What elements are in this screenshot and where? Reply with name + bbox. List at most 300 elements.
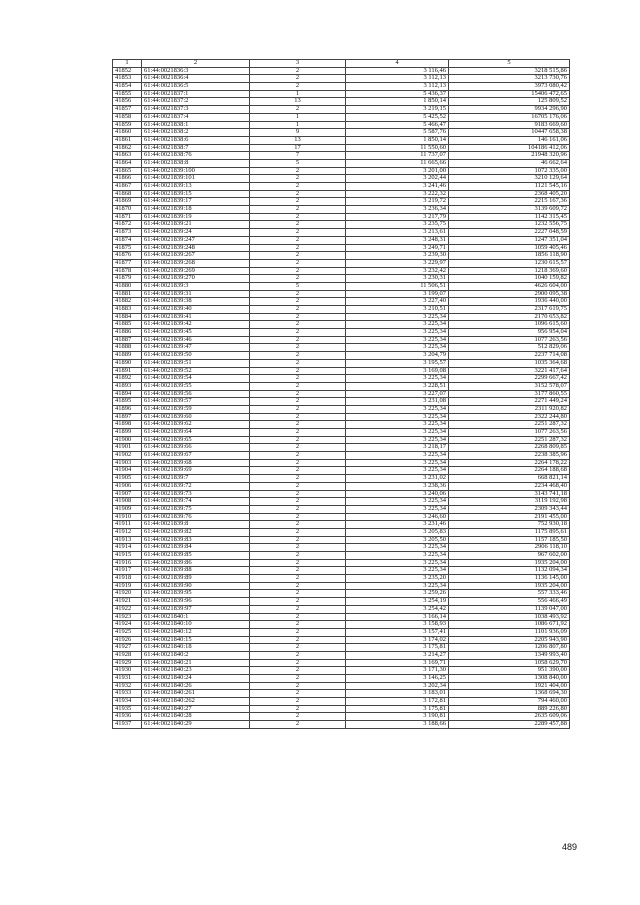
table-cell: 15406 472,65 — [449, 90, 570, 98]
table-cell: 41880 — [113, 282, 142, 290]
table-cell: 1856 118,90 — [449, 252, 570, 260]
table-cell: 61:44:0021839:100 — [142, 167, 250, 175]
table-body — [113, 67, 570, 728]
table-row — [113, 705, 570, 713]
table-cell: 3 157,41 — [346, 628, 449, 636]
table-cell: 2 — [250, 475, 346, 483]
table-cell: 61:44:0021836:4 — [142, 75, 250, 83]
table-cell: 61:44:0021839:54 — [142, 375, 250, 383]
table-cell: 2 — [250, 229, 346, 237]
table-cell: 61:44:0021839:269 — [142, 267, 250, 275]
table-row — [113, 382, 570, 390]
table-cell: 61:44:0021839:86 — [142, 559, 250, 567]
table-cell: 61:44:0021839:248 — [142, 244, 250, 252]
table-cell: 3 225,34 — [346, 329, 449, 337]
table-cell: 3 175,81 — [346, 644, 449, 652]
table-cell: 61:44:0021836:3 — [142, 67, 250, 75]
table-cell: 2264 188,68 — [449, 467, 570, 475]
table-cell: 2215 167,36 — [449, 198, 570, 206]
table-cell: 41888 — [113, 344, 142, 352]
table-row — [113, 221, 570, 229]
table-cell: 41934 — [113, 698, 142, 706]
data-table — [112, 59, 570, 729]
table-cell: 2 — [250, 206, 346, 214]
table-cell: 1096 615,60 — [449, 321, 570, 329]
table-row — [113, 159, 570, 167]
table-cell: 61:44:0021839:46 — [142, 336, 250, 344]
table-cell: 13 — [250, 98, 346, 106]
table-cell: 2 — [250, 675, 346, 683]
table-row — [113, 259, 570, 267]
table-cell: 1059 405,46 — [449, 244, 570, 252]
table-row — [113, 344, 570, 352]
table-cell: 3 225,34 — [346, 559, 449, 567]
table-row — [113, 359, 570, 367]
header-row — [113, 60, 570, 68]
table-cell: 3 225,34 — [346, 429, 449, 437]
table-cell: 61:44:0021839:18 — [142, 206, 250, 214]
table-row — [113, 229, 570, 237]
table-cell: 3 225,34 — [346, 582, 449, 590]
table-cell: 2227 048,59 — [449, 229, 570, 237]
table-cell: 3 222,32 — [346, 190, 449, 198]
table-row — [113, 721, 570, 729]
table-row — [113, 667, 570, 675]
table-cell: 41935 — [113, 705, 142, 713]
table-row — [113, 190, 570, 198]
table-cell: 9183 669,60 — [449, 121, 570, 129]
table-cell: 1308 840,00 — [449, 675, 570, 683]
table-cell: 3 246,60 — [346, 513, 449, 521]
table-row — [113, 651, 570, 659]
table-cell: 2 — [250, 190, 346, 198]
table-row — [113, 275, 570, 283]
table-cell: 3 169,71 — [346, 659, 449, 667]
table-cell: 3 183,01 — [346, 690, 449, 698]
table-cell: 3 190,81 — [346, 713, 449, 721]
table-cell: 41877 — [113, 259, 142, 267]
table-cell: 41861 — [113, 136, 142, 144]
table-cell: 61:44:0021839:38 — [142, 298, 250, 306]
table-cell: 41904 — [113, 467, 142, 475]
table-cell: 61:44:0021839:65 — [142, 436, 250, 444]
table-cell: 556 466,49 — [449, 598, 570, 606]
table-cell: 61:44:0021839:74 — [142, 498, 250, 506]
table-cell: 2 — [250, 552, 346, 560]
table-cell: 2234 468,40 — [449, 482, 570, 490]
table-cell: 1 — [250, 113, 346, 121]
table-cell: 3 166,14 — [346, 613, 449, 621]
table-cell: 3 199,07 — [346, 290, 449, 298]
table-cell: 2 — [250, 528, 346, 536]
table-cell: 2 — [250, 290, 346, 298]
table-cell: 61:44:0021840:10 — [142, 621, 250, 629]
table-cell: 41907 — [113, 490, 142, 498]
table-cell: 61:44:0021838:76 — [142, 152, 250, 160]
table-cell: 2 — [250, 490, 346, 498]
table-cell: 2 — [250, 682, 346, 690]
table-cell: 3 174,02 — [346, 636, 449, 644]
table-cell: 3 241,46 — [346, 183, 449, 191]
table-cell: 1921 404,00 — [449, 682, 570, 690]
table-cell: 41899 — [113, 429, 142, 437]
table-cell: 2 — [250, 482, 346, 490]
table-cell: 41922 — [113, 605, 142, 613]
table-row — [113, 144, 570, 152]
table-cell: 794 460,00 — [449, 698, 570, 706]
table-cell: 3 231,08 — [346, 398, 449, 406]
table-cell: 2 — [250, 313, 346, 321]
table-cell: 2 — [250, 621, 346, 629]
table-row — [113, 67, 570, 75]
page-number: 489 — [562, 842, 578, 852]
table-cell: 61:44:0021839:41 — [142, 313, 250, 321]
table-cell: 3 248,31 — [346, 236, 449, 244]
table-cell: 1935 204,00 — [449, 559, 570, 567]
table-cell: 2 — [250, 498, 346, 506]
table-cell: 2 — [250, 452, 346, 460]
table-cell: 41927 — [113, 644, 142, 652]
table-row — [113, 505, 570, 513]
table-cell: 61:44:0021839:247 — [142, 236, 250, 244]
table-cell: 3 219,72 — [346, 198, 449, 206]
table-cell: 61:44:0021840:1 — [142, 613, 250, 621]
table-cell: 2322 244,80 — [449, 413, 570, 421]
table-cell: 41898 — [113, 421, 142, 429]
table-cell: 1035 364,68 — [449, 359, 570, 367]
table-cell: 61:44:0021839:89 — [142, 575, 250, 583]
table-cell: 3 204,79 — [346, 352, 449, 360]
table-row — [113, 513, 570, 521]
table-cell: 61:44:0021839:268 — [142, 259, 250, 267]
table-cell: 2 — [250, 167, 346, 175]
table-cell: 3 225,34 — [346, 467, 449, 475]
table-cell: 3177 860,55 — [449, 390, 570, 398]
table-cell: 668 821,14 — [449, 475, 570, 483]
table-cell: 61:44:0021840:26 — [142, 682, 250, 690]
table-cell: 61:44:0021839:96 — [142, 598, 250, 606]
table-cell: 2 — [250, 536, 346, 544]
table-cell: 61:44:0021839:62 — [142, 421, 250, 429]
table-cell: 41929 — [113, 659, 142, 667]
table-cell: 3 230,31 — [346, 275, 449, 283]
table-cell: 21948 320,96 — [449, 152, 570, 160]
table-cell: 3 225,34 — [346, 552, 449, 560]
table-cell: 41857 — [113, 106, 142, 114]
table-cell: 2251 287,32 — [449, 421, 570, 429]
table-cell: 41856 — [113, 98, 142, 106]
table-cell: 2317 619,75 — [449, 306, 570, 314]
table-cell: 61:44:0021840:24 — [142, 675, 250, 683]
table-cell: 13 — [250, 136, 346, 144]
table-cell: 3 225,34 — [346, 421, 449, 429]
table-row — [113, 713, 570, 721]
table-cell: 61:44:0021840:12 — [142, 628, 250, 636]
table-cell: 2 — [250, 436, 346, 444]
table-cell: 2 — [250, 359, 346, 367]
table-cell: 16705 176,06 — [449, 113, 570, 121]
table-cell: 3 214,27 — [346, 651, 449, 659]
table-row — [113, 482, 570, 490]
table-cell: 61:44:0021840:28 — [142, 713, 250, 721]
table-cell: 3 225,34 — [346, 336, 449, 344]
table-row — [113, 605, 570, 613]
table-cell: 2311 920,82 — [449, 405, 570, 413]
table-row — [113, 436, 570, 444]
table-cell: 3 213,61 — [346, 229, 449, 237]
table-cell: 41895 — [113, 398, 142, 406]
table-cell: 61:44:0021839:66 — [142, 444, 250, 452]
table-cell: 3152 578,07 — [449, 382, 570, 390]
table-cell: 61:44:0021840:29 — [142, 721, 250, 729]
table-row — [113, 206, 570, 214]
table-cell: 3 227,40 — [346, 298, 449, 306]
table-row — [113, 582, 570, 590]
table-cell: 41867 — [113, 183, 142, 191]
table-cell: 41931 — [113, 675, 142, 683]
table-cell: 1132 094,34 — [449, 567, 570, 575]
table-row — [113, 429, 570, 437]
table-row — [113, 621, 570, 629]
table-cell: 2 — [250, 705, 346, 713]
table-cell: 61:44:0021837:4 — [142, 113, 250, 121]
table-cell: 61:44:0021839:3 — [142, 282, 250, 290]
table-cell: 2 — [250, 429, 346, 437]
table-cell: 41902 — [113, 452, 142, 460]
table-cell: 2 — [250, 605, 346, 613]
table-cell: 61:44:0021839:45 — [142, 329, 250, 337]
table-cell: 2 — [250, 505, 346, 513]
table-row — [113, 90, 570, 98]
table-cell: 2368 405,20 — [449, 190, 570, 198]
table-row — [113, 398, 570, 406]
table-cell: 5 425,52 — [346, 113, 449, 121]
table-cell: 1368 694,30 — [449, 690, 570, 698]
table-cell: 3 219,15 — [346, 106, 449, 114]
table-cell: 3 225,34 — [346, 505, 449, 513]
table-cell: 61:44:0021839:69 — [142, 467, 250, 475]
table-cell: 41915 — [113, 552, 142, 560]
table-cell: 1077 263,56 — [449, 336, 570, 344]
table-cell: 61:44:0021839:82 — [142, 528, 250, 536]
table-cell: 3 254,42 — [346, 605, 449, 613]
column-header: 3 — [250, 60, 346, 68]
table-cell: 3 225,34 — [346, 321, 449, 329]
table-cell: 3 225,34 — [346, 344, 449, 352]
table-row — [113, 590, 570, 598]
table-cell: 41874 — [113, 236, 142, 244]
table-row — [113, 198, 570, 206]
table-cell: 11 737,07 — [346, 152, 449, 160]
table-row — [113, 475, 570, 483]
table-row — [113, 682, 570, 690]
table-row — [113, 521, 570, 529]
table-cell: 2 — [250, 521, 346, 529]
table-cell: 1206 807,80 — [449, 644, 570, 652]
table-cell: 2237 714,08 — [449, 352, 570, 360]
table-cell: 3 225,34 — [346, 498, 449, 506]
table-cell: 2 — [250, 544, 346, 552]
table-cell: 61:44:0021837:2 — [142, 98, 250, 106]
table-cell: 3 205,50 — [346, 536, 449, 544]
table-row — [113, 644, 570, 652]
table-cell: 41932 — [113, 682, 142, 690]
column-header: 2 — [142, 60, 250, 68]
table-cell: 125 809,52 — [449, 98, 570, 106]
table-cell: 61:44:0021839:55 — [142, 382, 250, 390]
table-cell: 3 236,34 — [346, 206, 449, 214]
table-cell: 2 — [250, 267, 346, 275]
table-cell: 3 225,34 — [346, 436, 449, 444]
table-cell: 2 — [250, 636, 346, 644]
table-cell: 2289 457,88 — [449, 721, 570, 729]
table-cell: 104186 412,06 — [449, 144, 570, 152]
table-row — [113, 698, 570, 706]
table-cell: 1232 556,75 — [449, 221, 570, 229]
table-cell: 2 — [250, 690, 346, 698]
table-cell: 1038 493,92 — [449, 613, 570, 621]
table-cell: 61:44:0021839:8 — [142, 521, 250, 529]
table-cell: 41894 — [113, 390, 142, 398]
table-cell: 3 231,02 — [346, 475, 449, 483]
table-cell: 61:44:0021839:75 — [142, 505, 250, 513]
table-cell: 2 — [250, 221, 346, 229]
table-cell: 41919 — [113, 582, 142, 590]
table-cell: 3 225,34 — [346, 567, 449, 575]
table-row — [113, 528, 570, 536]
table-cell: 41886 — [113, 329, 142, 337]
table-row — [113, 659, 570, 667]
table-cell: 61:44:0021839:101 — [142, 175, 250, 183]
table-cell: 1157 185,50 — [449, 536, 570, 544]
table-cell: 5 436,37 — [346, 90, 449, 98]
table-cell: 3 240,06 — [346, 490, 449, 498]
table-cell: 41890 — [113, 359, 142, 367]
table-row — [113, 367, 570, 375]
table-row — [113, 598, 570, 606]
table-cell: 2 — [250, 252, 346, 260]
table-cell: 2 — [250, 352, 346, 360]
table-cell: 3119 192,98 — [449, 498, 570, 506]
table-row — [113, 98, 570, 106]
table-row — [113, 459, 570, 467]
table-cell: 2 — [250, 651, 346, 659]
table-cell: 2 — [250, 721, 346, 729]
table-cell: 41868 — [113, 190, 142, 198]
table-cell: 1077 263,56 — [449, 429, 570, 437]
table-cell: 61:44:0021839:85 — [142, 552, 250, 560]
table-cell: 2 — [250, 567, 346, 575]
table-cell: 11 550,60 — [346, 144, 449, 152]
table-cell: 3139 609,72 — [449, 206, 570, 214]
table-cell: 2264 178,22 — [449, 459, 570, 467]
table-cell: 3218 515,86 — [449, 67, 570, 75]
table-cell: 41917 — [113, 567, 142, 575]
table-row — [113, 567, 570, 575]
table-cell: 3 235,75 — [346, 221, 449, 229]
table-cell: 2 — [250, 75, 346, 83]
table-cell: 41876 — [113, 252, 142, 260]
table-row — [113, 175, 570, 183]
table-cell: 41909 — [113, 505, 142, 513]
table-cell: 1230 615,57 — [449, 259, 570, 267]
table-cell: 3 225,34 — [346, 452, 449, 460]
table-cell: 41921 — [113, 598, 142, 606]
table-cell: 2 — [250, 559, 346, 567]
table-cell: 2 — [250, 244, 346, 252]
table-cell: 3973 080,42 — [449, 83, 570, 91]
table-row — [113, 636, 570, 644]
table-row — [113, 236, 570, 244]
table-cell: 3 116,46 — [346, 67, 449, 75]
table-cell: 61:44:0021840:261 — [142, 690, 250, 698]
table-cell: 1101 936,09 — [449, 628, 570, 636]
table-cell: 41870 — [113, 206, 142, 214]
table-cell: 889 226,80 — [449, 705, 570, 713]
table-cell: 41891 — [113, 367, 142, 375]
table-cell: 41864 — [113, 159, 142, 167]
table-cell: 2 — [250, 667, 346, 675]
table-cell: 61:44:0021839:7 — [142, 475, 250, 483]
table-cell: 11 506,51 — [346, 282, 449, 290]
table-cell: 61:44:0021836:5 — [142, 83, 250, 91]
table-cell: 41897 — [113, 413, 142, 421]
table-cell: 41920 — [113, 590, 142, 598]
table-cell: 61:44:0021839:95 — [142, 590, 250, 598]
table-cell: 61:44:0021839:76 — [142, 513, 250, 521]
table-cell: 41914 — [113, 544, 142, 552]
table-cell: 61:44:0021840:18 — [142, 644, 250, 652]
table-cell: 2 — [250, 582, 346, 590]
table-cell: 61:44:0021839:21 — [142, 221, 250, 229]
table-cell: 2 — [250, 275, 346, 283]
table-cell: 3221 417,64 — [449, 367, 570, 375]
table-cell: 1040 159,82 — [449, 275, 570, 283]
table-cell: 61:44:0021840:23 — [142, 667, 250, 675]
table-cell: 2 — [250, 236, 346, 244]
table-cell: 41905 — [113, 475, 142, 483]
table-cell: 1 850,14 — [346, 136, 449, 144]
table-row — [113, 329, 570, 337]
table-cell: 61:44:0021839:73 — [142, 490, 250, 498]
table-cell: 2 — [250, 467, 346, 475]
table-cell: 61:44:0021839:17 — [142, 198, 250, 206]
table-cell: 2 — [250, 259, 346, 267]
table-cell: 2 — [250, 367, 346, 375]
table-cell: 61:44:0021837:1 — [142, 90, 250, 98]
table-cell: 3 239,30 — [346, 252, 449, 260]
table-row — [113, 575, 570, 583]
table-row — [113, 421, 570, 429]
table-cell: 41913 — [113, 536, 142, 544]
table-cell: 41873 — [113, 229, 142, 237]
table-cell: 61:44:0021839:56 — [142, 390, 250, 398]
table-row — [113, 390, 570, 398]
table-cell: 1142 315,45 — [449, 213, 570, 221]
table-cell: 61:44:0021840:27 — [142, 705, 250, 713]
table-cell: 41903 — [113, 459, 142, 467]
table-cell: 41887 — [113, 336, 142, 344]
table-cell: 2 — [250, 459, 346, 467]
table-cell: 2 — [250, 213, 346, 221]
table-cell: 3 217,79 — [346, 213, 449, 221]
table-cell: 46 662,64 — [449, 159, 570, 167]
table-cell: 61:44:0021839:60 — [142, 413, 250, 421]
table-cell: 3 146,25 — [346, 675, 449, 683]
table-cell: 3 201,00 — [346, 167, 449, 175]
table-cell: 41928 — [113, 651, 142, 659]
table-cell: 2251 287,32 — [449, 436, 570, 444]
